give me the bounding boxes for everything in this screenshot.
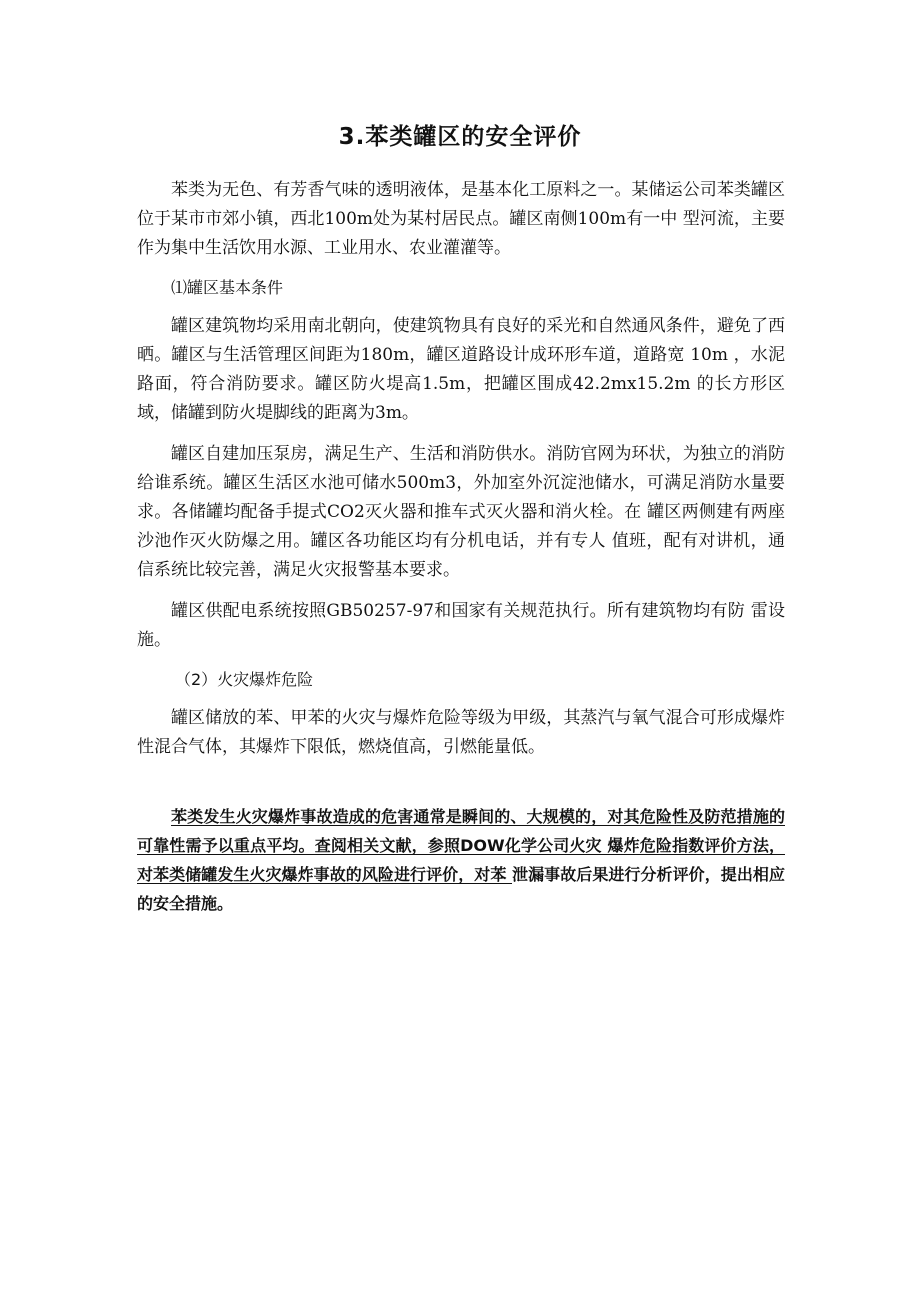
section1-paragraph-3: 罐区供配电系统按照GB50257-97和国家有关规范执行。所有建筑物均有防 雷设施。 [137, 601, 785, 650]
emphasis-underlined-text: 苯类发生火灾爆炸事故造成的危害通常是瞬间的、大规模的，对其危险性及防范措施的可靠性需予以重点平均。查阅相关文献，参照DOW化学公司火灾 爆炸危险指数评价方法，对苯类储罐发生火灾爆炸事故的风险进行评价，对苯 [137, 807, 785, 884]
intro-paragraph: 苯类为无色、有芳香气味的透明液体，是基本化工原料之一。某储运公司苯类罐区位于某市市郊小镇，西北100m处为某村居民点。罐区南侧100m有一中 型河流，主要作为集中生活饮用水源、工业用水、农业灌灌等。 [137, 180, 785, 258]
page-title: 3.苯类罐区的安全评价 [338, 124, 582, 150]
section1-paragraph-2: 罐区自建加压泵房，满足生产、生活和消防供水。消防官网为环状，为独立的消防给谁系统。罐区生活区水池可储水500m3，外加室外沉淀池储水，可满足消防水量要求。各储罐均配备手提式CO2灭火器和推车式灭火器和消火栓。在 罐区两侧建有两座沙池作灭火防爆之用。罐区各功能区均有分机电话，并有专人 值班，配有对讲机，通信系统比较完善，满足火灾报警基本要求。 [137, 444, 785, 580]
section1-heading: ⑴罐区基本条件 [171, 278, 284, 297]
section1-paragraph-1: 罐区建筑物均采用南北朝向，使建筑物具有良好的采光和自然通风条件，避免了西晒。罐区与生活管理区间距为180m，罐区道路设计成环形车道，道路宽 10m ，水泥路面，符合消防要求。罐区防火堤高1.5m，把罐区围成42.2mx15.2m 的长方形区域，储罐到防火堤脚线的距离为3m。 [137, 316, 785, 423]
document-body [137, 176, 785, 918]
emphasis-rest-text: 泄漏事故后果进行分析评价，提出相应的安全措施。 [137, 865, 785, 913]
section2-heading: （2）火灾爆炸危险 [175, 670, 314, 689]
section2-paragraph: 罐区储放的苯、甲苯的火灾与爆炸危险等级为甲级，其蒸汽与氧气混合可形成爆炸性混合气体，其爆炸下限低，燃烧值高，引燃能量低。 [137, 708, 785, 757]
emphasis-paragraph [137, 802, 785, 918]
